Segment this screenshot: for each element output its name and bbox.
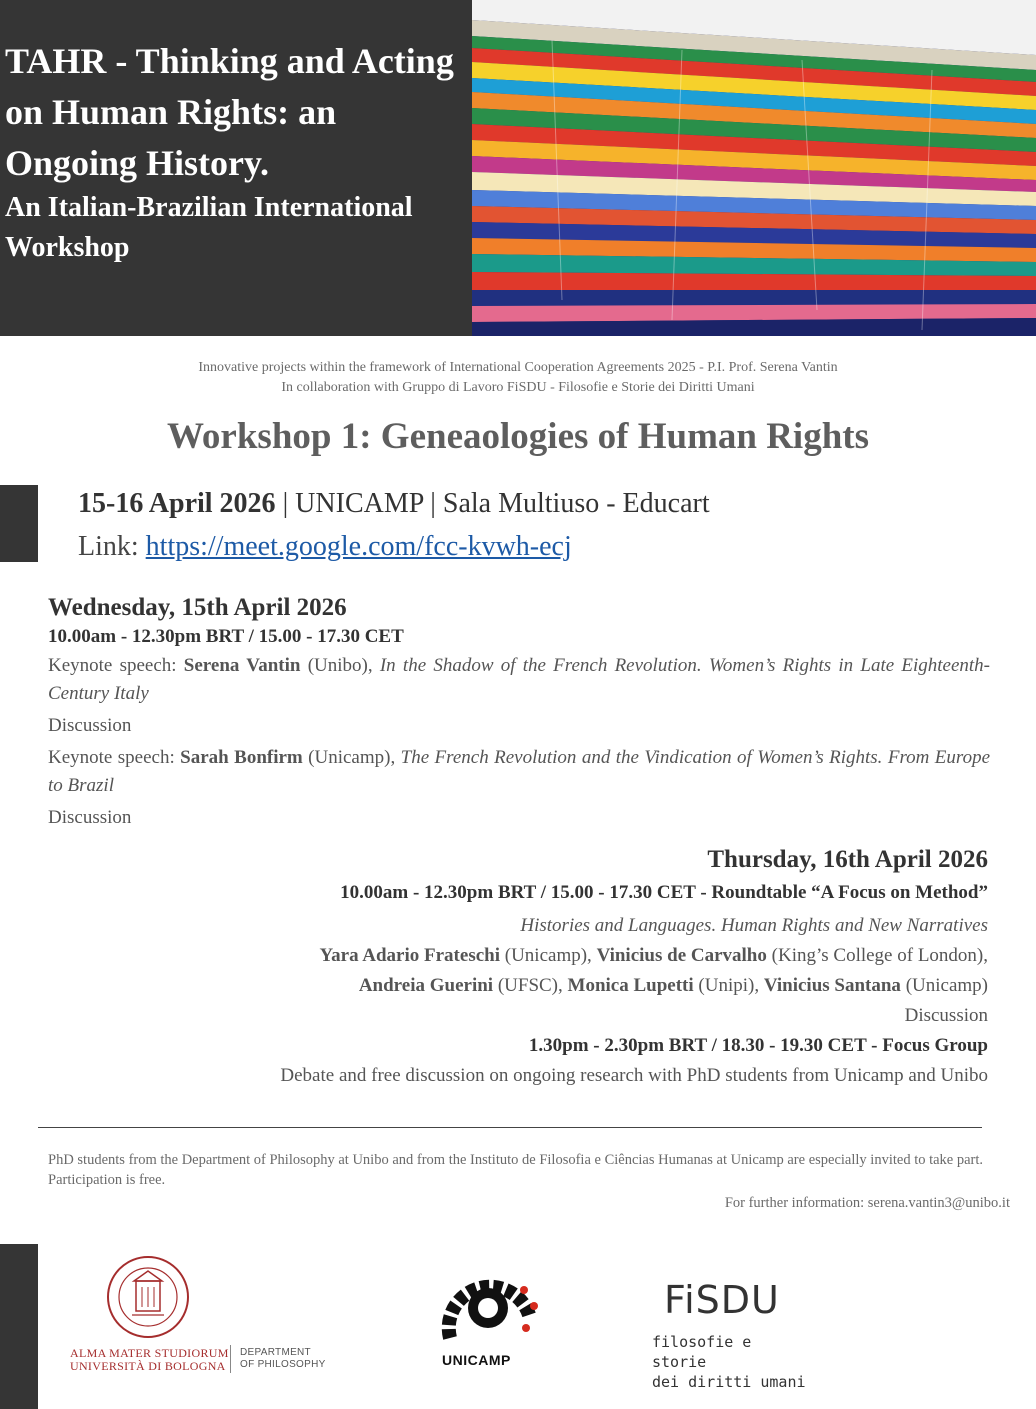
unibo-logo (70, 1255, 330, 1375)
divider-line (38, 1127, 982, 1128)
day2-theme (90, 911, 988, 941)
day2-title: Thursday, 16th April 2026 (707, 846, 988, 873)
poster-subtitle (5, 188, 475, 268)
day1-section (48, 591, 990, 836)
intro-line-2: In collaboration with Gruppo di Lavoro FiSDU - Filosofie e Storie dei Diritti Umani (281, 380, 755, 395)
day1-discussion-2: Discussion (48, 807, 132, 828)
day1-keynote-1 (48, 652, 990, 708)
day1-discussion-1: Discussion (48, 715, 132, 736)
keynote-2-prefix: Keynote speech: (48, 747, 181, 768)
keynote-1-speaker: Serena Vantin (183, 655, 301, 676)
keynote-1-prefix: Keynote speech: (48, 655, 184, 676)
panelist-affiliation: (Unicamp) (900, 975, 988, 996)
day2-panel (90, 941, 988, 1001)
day2-time: 10.00am - 12.30pm BRT / 15.00 - 17.30 CET - Roundtable “A Focus on Method” (340, 882, 988, 903)
unicamp-wordmark: UNICAMP (442, 1352, 511, 1368)
panelist-affiliation: (Unicamp), (500, 945, 597, 966)
department-name (240, 1347, 326, 1371)
unibo-name (70, 1347, 229, 1373)
panelist-name: Vinicius de Carvalho (596, 945, 767, 966)
workshop-room: Sala Multiuso - Educart (442, 488, 710, 519)
day1-time: 10.00am - 12.30pm BRT / 15.00 - 17.30 CET (48, 626, 404, 647)
poster-title: TAHR - Thinking and Acting on Human Rights: an Ongoing History. (5, 41, 454, 183)
subtitle-line-1: An Italian-Brazilian International (5, 192, 413, 223)
unicamp-emblem-icon (440, 1268, 540, 1348)
workshop-title: Workshop 1: Geneaologies of Human Rights (166, 416, 870, 457)
link-label: Link: (78, 531, 146, 562)
contact-info: For further information: serena.vantin3@unibo.it (724, 1195, 1010, 1211)
panelist-name: Vinicius Santana (763, 975, 901, 996)
invitation-note: PhD students from the Department of Philosophy at Unibo and from the Instituto de Filosofia e Ciências Humanas at Unicamp are especially invited to take part. Participation is free. (48, 1152, 984, 1188)
day1-title: Wednesday, 15th April 2026 (48, 594, 347, 621)
keynote-2-affiliation: (Unicamp), (302, 747, 401, 768)
fisdu-subtitle (652, 1332, 812, 1392)
panelist-name: Monica Lupetti (567, 975, 694, 996)
focus-group-description: Debate and free discussion on ongoing research with PhD students from Unicamp and Unibo (280, 1065, 988, 1086)
accent-bar-bottom-left (0, 1244, 38, 1409)
unicamp-logo (436, 1268, 546, 1373)
accent-bar-left (0, 485, 38, 562)
panelist-name: Andreia Guerini (358, 975, 494, 996)
unibo-seal-icon (106, 1255, 190, 1339)
department-line-2: OF PHILOSOPHY (240, 1359, 326, 1370)
day2-section (90, 842, 988, 1091)
department-line-1: DEPARTMENT (240, 1347, 311, 1358)
panel-line-2 (90, 971, 988, 1001)
subtitle-line-2: Workshop (5, 232, 130, 263)
panelist-affiliation: (UFSC), (493, 975, 568, 996)
workshop-date-location (78, 485, 710, 523)
abstract-stripes-artwork (472, 0, 1036, 336)
meeting-link[interactable]: https://meet.google.com/fcc-kvwh-ecj (145, 531, 572, 562)
logo-divider (230, 1345, 231, 1373)
day2-discussion: Discussion (904, 1005, 988, 1026)
panelist-name: Yara Adario Frateschi (319, 945, 500, 966)
workshop-place: UNICAMP (295, 488, 424, 519)
fisdu-subtitle-line-1: filosofie e storie (652, 1333, 752, 1371)
intro-line-1: Innovative projects within the framework of International Cooperation Agreements 2025 - P.I. Prof. Serena Vantin (198, 360, 838, 375)
day1-keynote-2 (48, 744, 990, 800)
fisdu-subtitle-line-2: dei diritti umani (652, 1373, 806, 1391)
keynote-2-speaker: Sarah Bonfirm (180, 747, 303, 768)
separator-2: | (423, 488, 443, 519)
fisdu-logo (652, 1278, 812, 1391)
unibo-name-line-2: UNIVERSITÀ DI BOLOGNA (70, 1359, 226, 1373)
roundtable-theme: Histories and Languages. Human Rights and New Narratives (520, 915, 988, 936)
panelist-affiliation: (Unipi), (693, 975, 764, 996)
keynote-1-affiliation: (Unibo), (300, 655, 380, 676)
keynote-1-title: In the Shadow of the French Revolution. Women’s Rights in Late Eighteenth-Century Italy (48, 655, 991, 704)
panel-line-1 (90, 941, 988, 971)
workshop-link-line (78, 528, 572, 566)
workshop-dates: 15-16 April 2026 (78, 488, 276, 519)
focus-group-time: 1.30pm - 2.30pm BRT / 18.30 - 19.30 CET - Focus Group (528, 1035, 988, 1056)
unibo-name-line-1: ALMA MATER STUDIORUM (70, 1346, 229, 1360)
keynote-2-title: The French Revolution and the Vindication of Women’s Rights. From Europe to Brazil (48, 747, 991, 796)
fisdu-wordmark: FiSDU (664, 1278, 780, 1322)
panelist-affiliation: (King’s College of London), (766, 945, 988, 966)
separator-1: | (275, 488, 296, 519)
